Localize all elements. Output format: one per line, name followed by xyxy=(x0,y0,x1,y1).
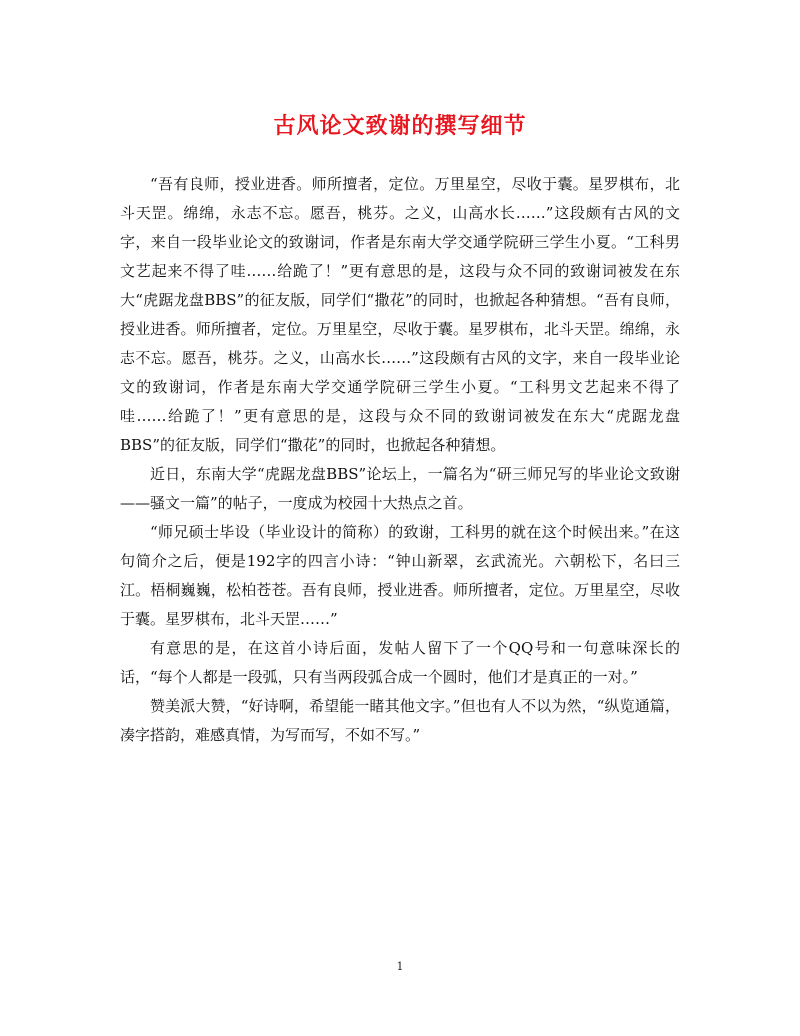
paragraph-3: “师兄硕士毕设（毕业设计的简称）的致谢，工科男的就在这个时候出来。”在这句简介之后，便是192字的四言小诗：“钟山新翠，玄武流光。六朝松下，名曰三江。梧桐巍巍，松柏苍苍。吾有良师，授业进香。师所擅者，定位。万里星空，尽收于囊。星罗棋布，北斗天罡……” xyxy=(120,523,680,628)
document-title: 古风论文致谢的撰写细节 xyxy=(273,113,527,139)
paragraph-5: 赞美派大赞，“好诗啊，希望能一睹其他文字。”但也有人不以为然，“纵览通篇，凑字搭韵，难感真情，为写而写，不如不写。” xyxy=(120,697,680,744)
document-body xyxy=(120,170,680,750)
page-number: 1 xyxy=(396,960,404,973)
paragraph-2: 近日，东南大学“虎踞龙盘BBS”论坛上，一篇名为“研三师兄写的毕业论文致谢——骚文一篇”的帖子，一度成为校园十大热点之首。 xyxy=(120,465,680,512)
paragraph-4: 有意思的是，在这首小诗后面，发帖人留下了一个QQ号和一句意味深长的话，“每个人都是一段弧，只有当两段弧合成一个圆时，他们才是真正的一对。” xyxy=(120,639,680,686)
paragraph-1: “吾有良师，授业进香。师所擅者，定位。万里星空，尽收于囊。星罗棋布，北斗天罡。绵绵，永志不忘。愿吾，桃芬。之义，山高水长……”这段颇有古风的文字，来自一段毕业论文的致谢词，作者是东南大学交通学院研三学生小夏。“工科男文艺起来不得了哇……给跪了！”更有意思的是，这段与众不同的致谢词被发在东大“虎踞龙盘BBS”的征友版，同学们“撒花”的同时，也掀起各种猜想。“吾有良师，授业进香。师所擅者，定位。万里星空，尽收于囊。星罗棋布，北斗天罡。绵绵，永志不忘。愿吾，桃芬。之义，山高水长……”这段颇有古风的文字，来自一段毕业论文的致谢词，作者是东南大学交通学院研三学生小夏。“工科男文艺起来不得了哇……给跪了！”更有意思的是，这段与众不同的致谢词被发在东大“虎踞龙盘BBS”的征友版，同学们“撒花”的同时，也掀起各种猜想。 xyxy=(120,175,680,454)
